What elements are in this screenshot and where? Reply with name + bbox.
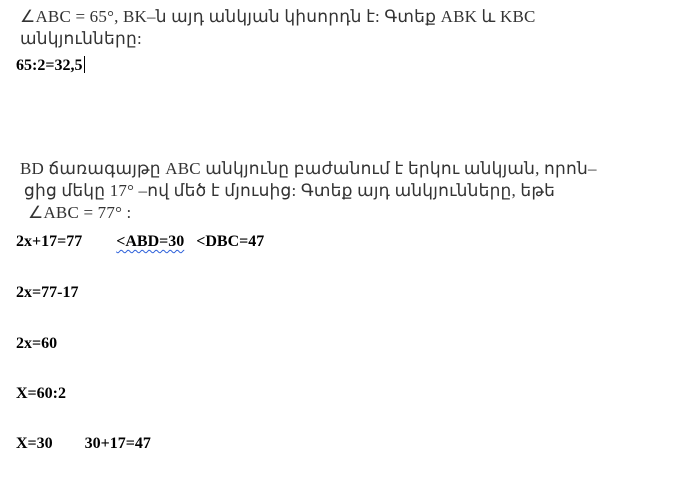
- solution-line-5[interactable]: [16, 435, 151, 453]
- x-value: X=30: [16, 435, 53, 452]
- answer-1-text: 65:2=32,5: [16, 57, 83, 74]
- problem-2-line: ցից մեկը 17° –ով մեծ է մյուսից: Գտեք այդ անկյունները, եթե: [24, 181, 556, 200]
- solution-line-4[interactable]: X=60:2: [16, 385, 66, 402]
- problem-1-text: [20, 6, 536, 50]
- solution-line-1[interactable]: [16, 233, 264, 251]
- solution-line-3[interactable]: 2x=60: [16, 335, 58, 352]
- problem-1-line: ∠ABC = 65°, BK–ն այդ անկյան կիսորդն է: Գտեք ABK և KBC: [20, 7, 536, 26]
- problem-2-line: ∠ABC = 77° :: [28, 203, 132, 222]
- solution-line-2[interactable]: 2x=77-17: [16, 284, 79, 301]
- equation: 2x+17=77: [16, 233, 83, 250]
- text-cursor: [84, 56, 85, 73]
- angle-abd-result: <ABD=30: [116, 233, 185, 250]
- problem-2-line: BD ճառագայթը ABC անկյունը բաժանում է երկու անկյան, որոն–: [20, 159, 597, 178]
- second-angle-calc: 30+17=47: [84, 435, 151, 452]
- angle-dbc-result: <DBC=47: [196, 233, 265, 250]
- answer-1-line[interactable]: [16, 56, 85, 75]
- problem-2-text: [20, 158, 597, 224]
- problem-1-line: անկյունները:: [20, 29, 142, 48]
